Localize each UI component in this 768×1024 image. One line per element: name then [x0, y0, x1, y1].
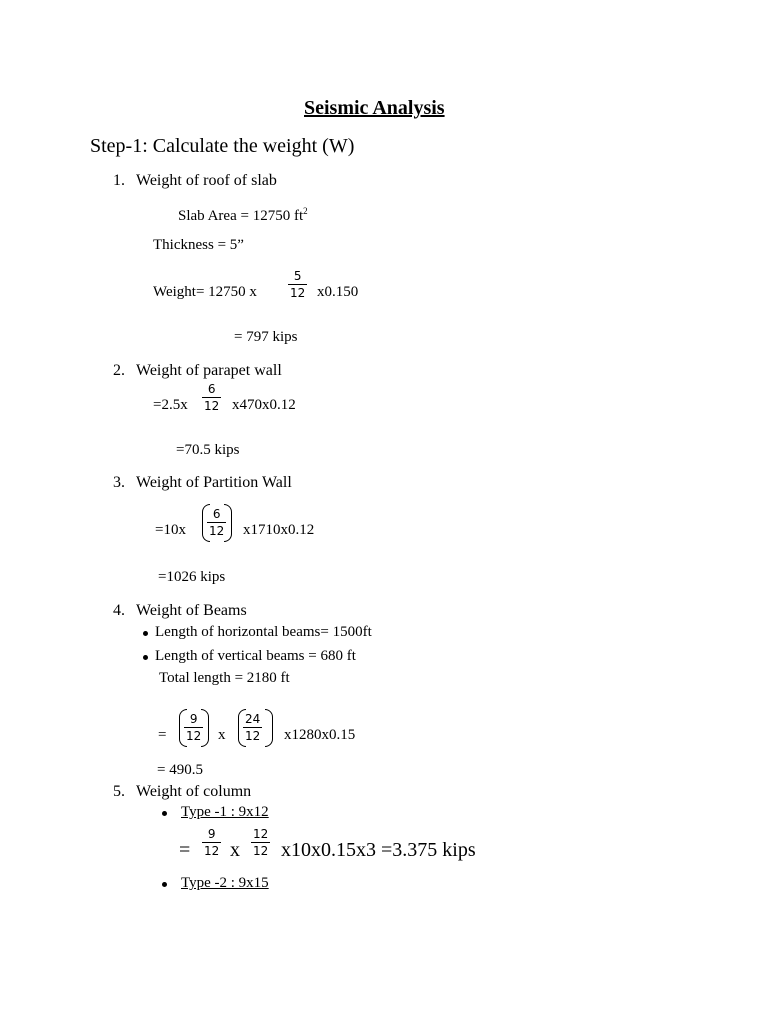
item-label: Weight of Beams	[136, 602, 247, 619]
item-label: Weight of Partition Wall	[136, 474, 292, 491]
item-label: Weight of column	[136, 783, 252, 800]
bullet-icon	[162, 882, 167, 887]
column-type-1: Type -1 : 9x12	[181, 804, 269, 820]
item-label: Weight of roof of slab	[136, 172, 277, 189]
thickness: Thickness = 5”	[153, 237, 244, 253]
item-label: Weight of parapet wall	[136, 362, 282, 379]
equals: =	[179, 839, 191, 861]
fraction-numerator: 5	[293, 269, 302, 283]
right-paren	[265, 709, 273, 747]
slab-area-text: Slab Area = 12750 ft	[178, 208, 304, 224]
formula-suffix: x10x0.15x3 =3.375 kips	[281, 839, 476, 861]
total-length: Total length = 2180 ft	[159, 670, 290, 686]
fraction	[251, 828, 270, 857]
fraction-numerator: 6	[207, 382, 216, 396]
fraction-denominator: 12	[209, 524, 225, 538]
formula-suffix: x1280x0.15	[284, 727, 356, 743]
bullet-icon	[143, 655, 148, 660]
item-number: 5.	[113, 783, 125, 800]
slab-area	[178, 207, 308, 224]
result: = 797 kips	[234, 329, 298, 345]
fraction-numerator: 9	[189, 712, 198, 726]
fraction-denominator: 12	[245, 729, 261, 743]
fraction-denominator: 12	[204, 399, 220, 413]
right-paren	[201, 709, 209, 747]
equals: =	[158, 727, 167, 743]
result: = 490.5	[157, 762, 203, 778]
item-number: 2.	[113, 362, 125, 379]
times-sign: x	[218, 727, 226, 743]
formula-suffix: x470x0.12	[232, 397, 296, 413]
right-paren	[224, 504, 232, 542]
result: =70.5 kips	[176, 442, 240, 458]
fraction-numerator: 24	[245, 712, 261, 726]
fraction-denominator: 12	[290, 286, 306, 300]
fraction-denominator: 12	[186, 729, 202, 743]
step-heading: Step-1: Calculate the weight (W)	[90, 135, 355, 157]
item-number: 1.	[113, 172, 125, 189]
fraction-numerator: 6	[212, 507, 221, 521]
bullet-item: Length of horizontal beams= 1500ft	[155, 624, 372, 640]
fraction-numerator: 9	[207, 827, 216, 841]
formula-suffix: x1710x0.12	[243, 522, 315, 538]
fraction	[243, 713, 262, 742]
page-title: Seismic Analysis	[304, 97, 445, 119]
bullet-icon	[162, 811, 167, 816]
formula-prefix: =2.5x	[153, 397, 188, 413]
result: =1026 kips	[158, 569, 226, 585]
fraction-denominator: 12	[204, 844, 220, 858]
fraction-denominator: 12	[253, 844, 269, 858]
fraction	[202, 383, 221, 412]
fraction	[288, 270, 307, 299]
bullet-item: Length of vertical beams = 680 ft	[155, 648, 356, 664]
area-unit-exponent: 2	[303, 206, 308, 216]
formula-prefix: =10x	[155, 522, 186, 538]
fraction-numerator: 12	[253, 827, 269, 841]
weight-suffix: x0.150	[317, 284, 359, 300]
fraction	[202, 828, 221, 857]
item-number: 4.	[113, 602, 125, 619]
item-number: 3.	[113, 474, 125, 491]
bullet-icon	[143, 631, 148, 636]
weight-prefix: Weight= 12750 x	[153, 284, 257, 300]
times-sign: x	[230, 839, 240, 861]
column-type-2: Type -2 : 9x15	[181, 875, 269, 891]
